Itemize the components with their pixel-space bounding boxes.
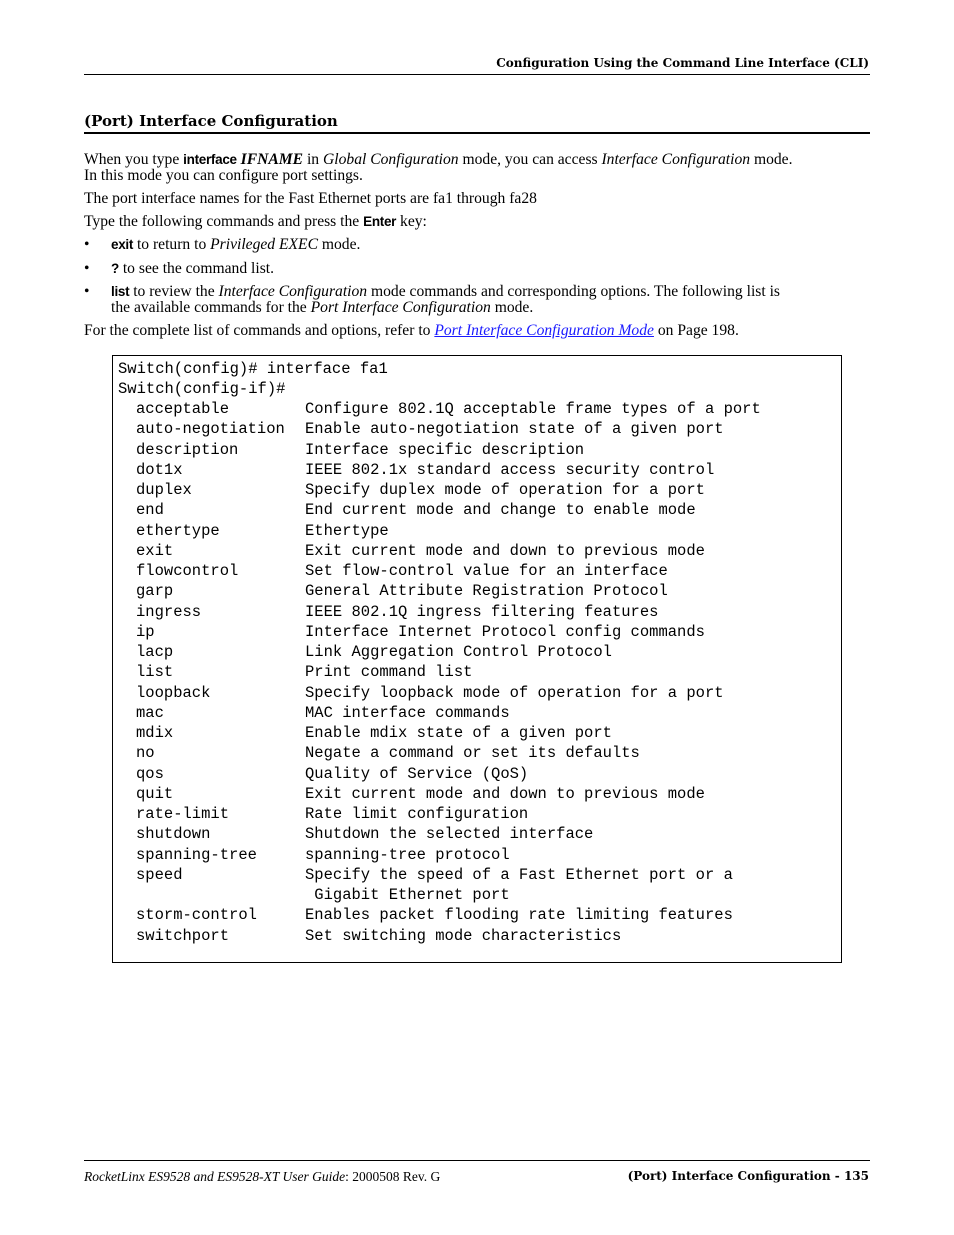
cli-command-name: ingress <box>136 603 202 621</box>
cli-prompt-config-if: Switch(config-if)# <box>118 380 286 398</box>
bullet-exit: exit to return to Privileged EXEC mode. <box>111 236 361 253</box>
footer-page-ref: (Port) Interface Configuration - 135 <box>627 1169 869 1183</box>
cli-command-description: MAC interface commands <box>305 704 510 722</box>
cli-command-name: acceptable <box>136 400 230 418</box>
cli-prompt-config: Switch(config)# interface fa1 <box>118 360 388 378</box>
cli-command-name: shutdown <box>136 825 211 843</box>
cli-command-description: Quality of Service (QoS) <box>305 765 529 783</box>
cli-command-description: General Attribute Registration Protocol <box>305 582 668 600</box>
cli-command-name: duplex <box>136 481 192 499</box>
section-title: (Port) Interface Configuration <box>84 112 338 130</box>
intro-paragraph: When you type interface IFNAME in Global Configuration mode, you can access Interface Configuration mode. In this mode you can configure port settings. <box>84 151 793 184</box>
port-interface-config-link[interactable]: Port Interface Configuration Mode <box>434 322 654 339</box>
cli-command-name: garp <box>136 582 174 600</box>
cli-command-description: Enables packet flooding rate limiting features <box>305 906 733 924</box>
cli-command-description: Set switching mode characteristics <box>305 927 622 945</box>
cli-command-description: IEEE 802.1Q ingress filtering features <box>305 603 659 621</box>
cli-command-name: end <box>136 501 164 519</box>
port-names-paragraph: The port interface names for the Fast Ethernet ports are fa1 through fa28 <box>84 190 537 207</box>
cli-command-description: Negate a command or set its defaults <box>305 744 640 762</box>
bullet-marker: • <box>84 260 90 277</box>
cli-command-name: mac <box>136 704 164 722</box>
cli-command-name: description <box>136 441 239 459</box>
cli-command-description: Exit current mode and down to previous mode <box>305 785 705 803</box>
bullet-marker: • <box>84 236 90 253</box>
cli-command-description: Configure 802.1Q acceptable frame types of a port <box>305 400 761 418</box>
cli-command-description: Specify loopback mode of operation for a port <box>305 684 724 702</box>
bullet-help: ? to see the command list. <box>111 260 274 277</box>
cli-command-name: rate-limit <box>136 805 230 823</box>
cli-command-name: flowcontrol <box>136 562 239 580</box>
cli-command-description: Exit current mode and down to previous mode <box>305 542 705 560</box>
bullet-list: list to review the Interface Configuration mode commands and corresponding options. The following list is the available commands for the Port Interface Configuration mode. <box>111 283 780 316</box>
header-rule <box>84 74 870 75</box>
cli-command-description: IEEE 802.1x standard access security control <box>305 461 715 479</box>
cli-command-description: Rate limit configuration <box>305 805 529 823</box>
footer-guide: RocketLinx ES9528 and ES9528-XT User Guide: 2000508 Rev. G <box>84 1169 441 1184</box>
cli-command-description: Print command list <box>305 663 473 681</box>
cli-command-description: Link Aggregation Control Protocol <box>305 643 612 661</box>
cli-command-description: Enable mdix state of a given port <box>305 724 612 742</box>
cli-command-name: auto-negotiation <box>136 420 285 438</box>
cli-command-name: exit <box>136 542 174 560</box>
reference-paragraph: For the complete list of commands and options, refer to Port Interface Configuration Mode on Page 198. <box>84 322 739 339</box>
cli-command-name: lacp <box>136 643 174 661</box>
cli-command-description: Interface Internet Protocol config commands <box>305 623 705 641</box>
cli-command-description: Interface specific description <box>305 441 585 459</box>
cli-command-name: qos <box>136 765 164 783</box>
cli-command-description: Specify duplex mode of operation for a port <box>305 481 705 499</box>
cli-command-name: dot1x <box>136 461 183 479</box>
cli-command-name: no <box>136 744 155 762</box>
cli-command-name: spanning-tree <box>136 846 257 864</box>
cli-command-description: Ethertype <box>305 522 389 540</box>
cli-command-name: loopback <box>136 684 211 702</box>
cli-command-description: Gigabit Ethernet port <box>305 886 510 904</box>
section-rule <box>84 132 870 134</box>
cli-command-description: Enable auto-negotiation state of a given port <box>305 420 724 438</box>
cli-command-description: spanning-tree protocol <box>305 846 510 864</box>
cli-command-name: switchport <box>136 927 230 945</box>
cli-command-description: Set flow-control value for an interface <box>305 562 668 580</box>
cli-command-name: ethertype <box>136 522 220 540</box>
cli-command-description: End current mode and change to enable mode <box>305 501 696 519</box>
cli-command-name: speed <box>136 866 183 884</box>
footer-rule <box>84 1160 870 1161</box>
cli-command-name: mdix <box>136 724 174 742</box>
cli-command-name: storm-control <box>136 906 257 924</box>
instructions-paragraph: Type the following commands and press the Enter key: <box>84 213 427 230</box>
cli-command-name: quit <box>136 785 174 803</box>
cli-command-description: Specify the speed of a Fast Ethernet port or a <box>305 866 733 884</box>
running-header: Configuration Using the Command Line Interface (CLI) <box>496 56 869 70</box>
cli-command-name: ip <box>136 623 155 641</box>
cli-command-name: list <box>136 663 174 681</box>
bullet-marker: • <box>84 283 90 300</box>
cli-command-description: Shutdown the selected interface <box>305 825 594 843</box>
